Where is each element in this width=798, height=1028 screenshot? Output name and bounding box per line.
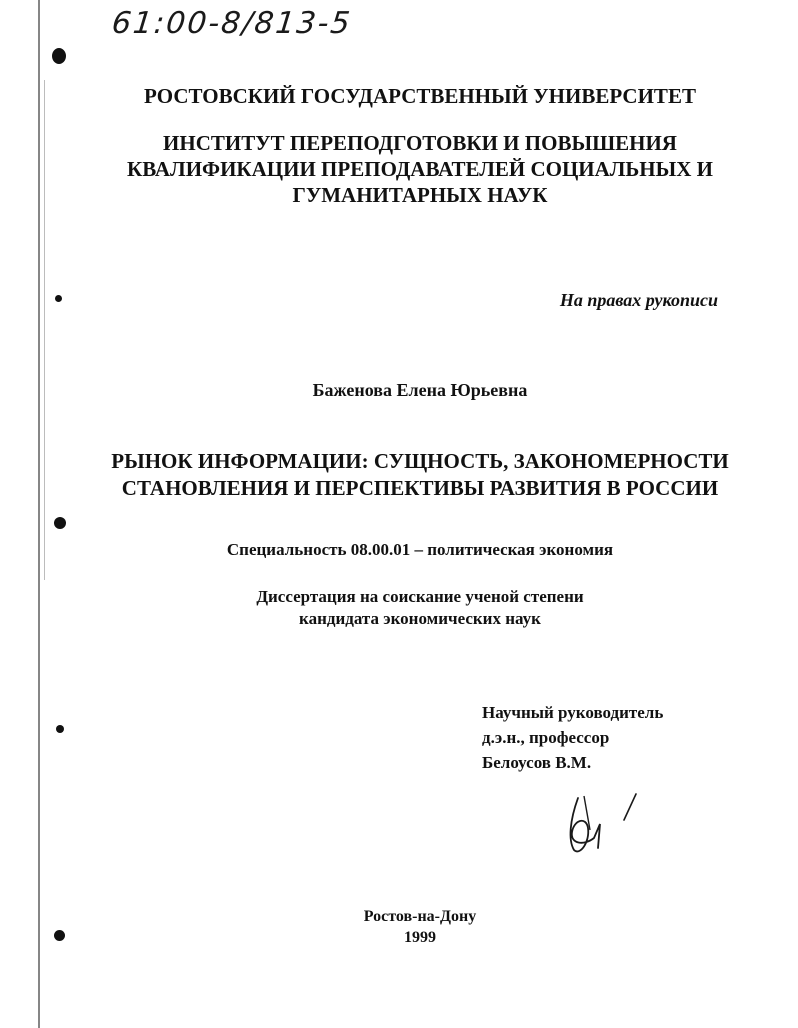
manuscript-note: На правах рукописи	[559, 290, 718, 310]
institute-line: КВАЛИФИКАЦИИ ПРЕПОДАВАТЕЛЕЙ СОЦИАЛЬНЫХ И	[126, 157, 714, 181]
punch-hole-mark	[56, 725, 64, 733]
signature-image	[560, 790, 650, 860]
degree-line: кандидата экономических наук	[299, 609, 541, 628]
punch-hole-mark	[55, 295, 62, 302]
degree-line: Диссертация на соискание ученой степени	[256, 587, 584, 606]
punch-hole-mark	[52, 48, 66, 64]
supervisor-degree: д.э.н., профессор	[482, 728, 610, 747]
institute-line: ИНСТИТУТ ПЕРЕПОДГОТОВКИ И ПОВЫШЕНИЯ	[163, 131, 677, 155]
supervisor-role: Научный руководитель	[482, 703, 664, 722]
author-name: Баженова Елена Юрьевна	[312, 380, 528, 400]
institute-line: ГУМАНИТАРНЫХ НАУК	[292, 183, 548, 207]
publication-place	[40, 906, 798, 948]
title-line: РЫНОК ИНФОРМАЦИИ: СУЩНОСТЬ, ЗАКОНОМЕРНОСТИ	[111, 449, 729, 473]
degree-statement	[40, 586, 798, 630]
specialty: Специальность 08.00.01 – политическая экономия	[226, 540, 614, 559]
city: Ростов-на-Дону	[363, 908, 477, 925]
institute-name	[40, 130, 798, 208]
supervisor-name: Белоусов В.М.	[482, 753, 592, 772]
university-name: РОСТОВСКИЙ ГОСУДАРСТВЕННЫЙ УНИВЕРСИТЕТ	[144, 84, 696, 108]
punch-hole-mark	[54, 517, 66, 529]
title-line: СТАНОВЛЕНИЯ И ПЕРСПЕКТИВЫ РАЗВИТИЯ В РОССИИ	[121, 476, 719, 500]
year: 1999	[404, 929, 436, 946]
dissertation-title	[40, 448, 798, 502]
supervisor-block	[482, 700, 663, 775]
archive-code: 61:00-8/813-5	[110, 6, 354, 41]
